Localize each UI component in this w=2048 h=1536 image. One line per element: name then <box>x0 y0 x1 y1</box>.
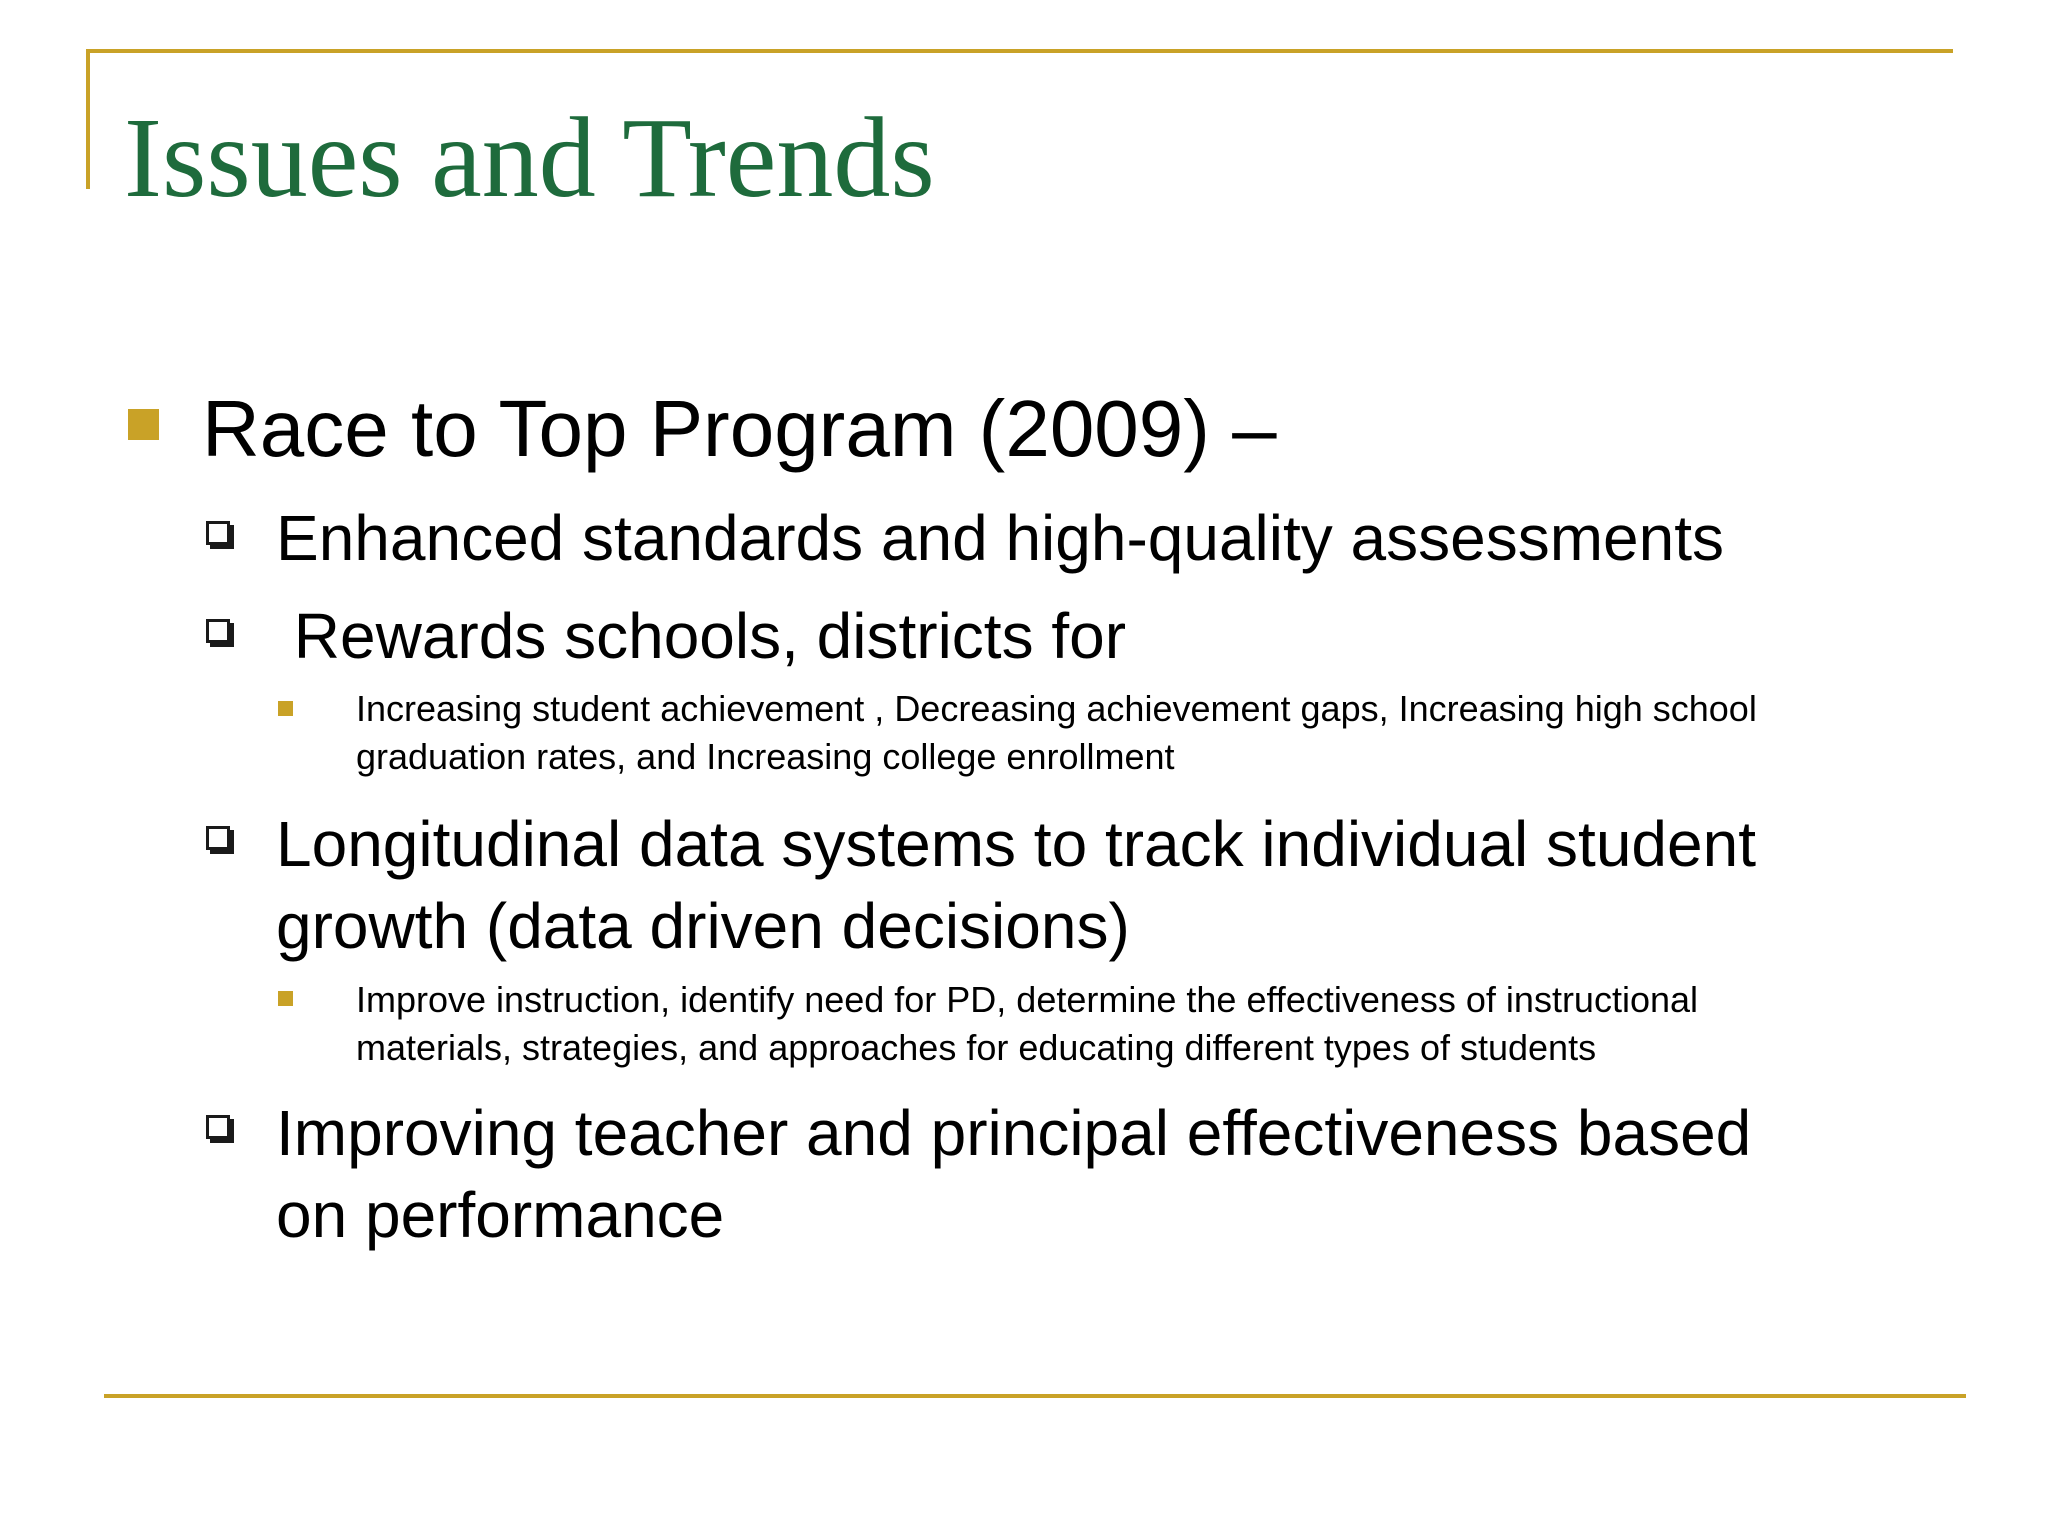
top-rule <box>86 49 1953 53</box>
sub-item-line: graduation rates, and Increasing college enrollment <box>356 736 1175 777</box>
main-bullet-text: Race to Top Program (2009) – <box>202 384 1277 473</box>
checkbox-bullet-icon <box>206 826 230 850</box>
bottom-rule <box>104 1394 1966 1398</box>
list-item-teacher-line: Improving teacher and principal effectiveness based <box>276 1097 1752 1169</box>
small-square-bullet-icon <box>278 991 293 1006</box>
checkbox-bullet-icon <box>206 1115 230 1139</box>
list-item-teacher-line: on performance <box>276 1179 725 1251</box>
list-item-standards: Enhanced standards and high-quality assessments <box>276 502 1724 574</box>
slide-title: Issues and Trends <box>124 94 935 221</box>
checkbox-bullet-icon <box>206 521 230 545</box>
square-bullet-icon <box>128 409 159 440</box>
small-square-bullet-icon <box>278 701 293 716</box>
list-item-longitudinal-line: growth (data driven decisions) <box>276 890 1130 962</box>
list-item-longitudinal-line: Longitudinal data systems to track individual student <box>276 808 1756 880</box>
sub-item-line: Improve instruction, identify need for PD, determine the effectiveness of instructional <box>356 979 1699 1020</box>
left-rule <box>86 49 90 189</box>
sub-item-line: materials, strategies, and approaches for educating different types of students <box>356 1027 1597 1068</box>
list-item-rewards: Rewards schools, districts for <box>276 600 1127 672</box>
checkbox-bullet-icon <box>206 619 230 643</box>
sub-item-line: Increasing student achievement , Decreasing achievement gaps, Increasing high school <box>356 688 1757 729</box>
